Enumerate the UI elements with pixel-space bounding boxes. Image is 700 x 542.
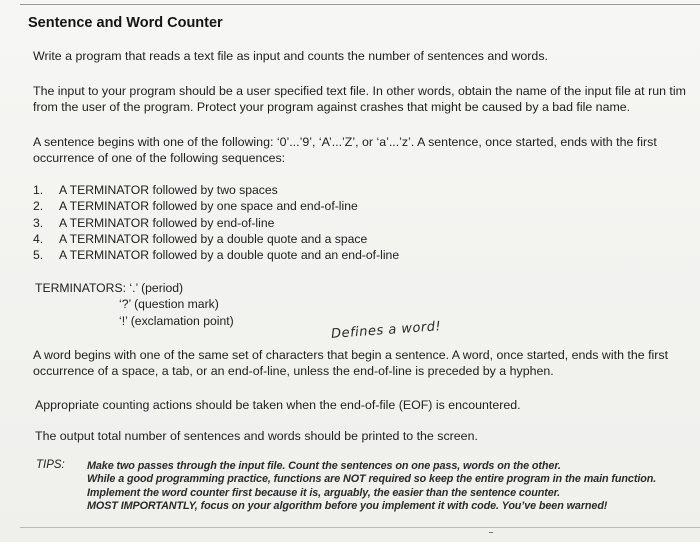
sentence-line-2: occurrence of one of the following sequences: [33,151,286,165]
terminator-sequence-list [33,182,399,263]
tip-line: While a good programming practice, functions are NOT required so keep the entire program in the main function. [87,473,657,486]
tips-label: TIPS: [36,459,65,471]
intro-paragraph: Write a program that reads a text file as input and counts the number of sentences and words. [33,49,548,63]
sentence-paragraph [33,134,657,166]
list-item [33,182,399,198]
list-text: A TERMINATOR followed by a double quote and an end-of-line [59,248,400,263]
terminator-period: ‘.’ (period) [129,281,184,295]
terminators-label: TERMINATORS: [35,281,126,295]
list-item [33,198,399,214]
sentence-line-1: A sentence begins with one of the following: ‘0’...’9’, ‘A’...’Z’, or ‘a’...’z’. A sentence, once started, ends with the first [33,135,657,149]
list-item [33,247,399,263]
list-number: 2. [33,199,44,214]
top-rule [20,4,700,5]
page-mark [489,532,493,533]
tip-line: MOST IMPORTANTLY, focus on your algorithm before you implement it with code. You’ve been warned! [87,500,608,513]
input-paragraph [33,83,686,115]
output-paragraph: The output total number of sentences and words should be printed to the screen. [35,429,478,443]
input-line-1: The input to your program should be a user specified text file. In other words, obtain the name of the input file at run tim [33,84,686,98]
bottom-rule [20,527,700,528]
list-number: 4. [33,231,44,246]
list-item [33,231,399,247]
tip-line: Implement the word counter first because it is, arguably, the easier than the sentence counter. [87,486,561,499]
handwritten-annotation: Defines a word! [330,319,442,342]
eof-paragraph: Appropriate counting actions should be taken when the end-of-file (EOF) is encountered. [35,398,521,412]
list-text: A TERMINATOR followed by one space and end-of-line [59,199,358,214]
word-paragraph [33,347,668,379]
list-text: A TERMINATOR followed by a double quote and a space [59,231,368,246]
terminator-exclamation: ‘!’ (exclamation point) [119,313,234,328]
word-line-1: A word begins with one of the same set of characters that begin a sentence. A word, once started, ends with the first [33,348,669,362]
list-item [33,215,399,231]
list-number: 5. [33,248,44,263]
tips-list [87,460,656,514]
terminator-question: ‘?’ (question mark) [119,297,219,312]
list-number: 3. [33,215,44,230]
page-title: Sentence and Word Counter [28,15,223,31]
list-number: 1. [33,183,44,197]
list-text: A TERMINATOR followed by end-of-line [59,215,275,230]
terminators-block [35,280,234,329]
list-text: A TERMINATOR followed by two spaces [59,183,278,197]
tip-line: Make two passes through the input file. Count the sentences on one pass, words on the other. [87,460,561,472]
input-line-2: from the user of the program. Protect your program against crashes that might be caused by a bad file name. [33,100,631,114]
word-line-2: occurrence of a space, a tab, or an end-of-line, unless the end-of-line is preceded by a hyphen. [33,364,554,378]
